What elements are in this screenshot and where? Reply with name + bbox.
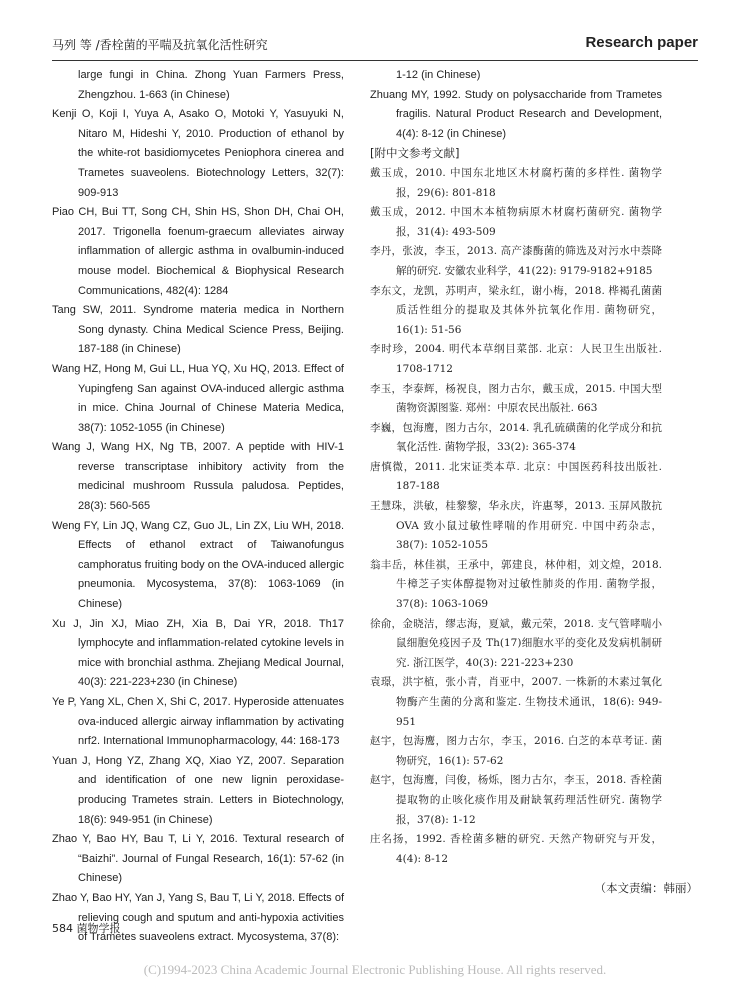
reference-entry: 李时珍，2004. 明代本草纲目菜部. 北京：人民卫生出版社. 1708-1712 <box>370 343 662 375</box>
reference-entry: 翁丰岳，林佳祺，王承中，郭建良，林仲相，刘文煌，2018. 牛樟芝子实体醇提物对过敏性肺炎的作用. 菌物学报，37(8): 1063-1069 <box>370 558 662 611</box>
reference-entry: Weng FY, Lin JQ, Wang CZ, Guo JL, Lin ZX, Liu WH, 2018. Effects of ethanol extract of Taiwanofungus camphoratus fruiting body on the OVA-induced allergic pneumonia. Mycosystema, 37(8): 1063-1069 (in Chinese) <box>52 519 344 611</box>
reference-entry: Ye P, Yang XL, Chen X, Shi C, 2017. Hyperoside attenuates ova-induced allergic airway inflammation by activating nrf2. International Immunopharmacology, 44: 168-173 <box>52 696 344 748</box>
reference-entry: Kenji O, Koji I, Yuya A, Asako O, Motoki Y, Yasuyuki N, Nitaro M, Hideshi Y, 2010. Production of ethanol by the white-rot basidiomycetes Peniophora cinerea and Trametes suaveolens. Biotechnology Letters, 32(7): 909-913 <box>52 108 344 199</box>
reference-entry: Zhao Y, Bao HY, Yan J, Yang S, Bau T, Li Y, 2018. Effects of relieving cough and sputum and anti-hypoxia activities of Trametes suaveolens extract. Mycosystema, 37(8): <box>52 891 344 944</box>
reference-entry: 赵宇，包海鹰，图力古尔，李玉，2016. 白芝的本草考证. 菌物研究，16(1): 57-62 <box>370 735 662 767</box>
reference-entry: 唐慎微，2011. 北宋证类本草. 北京：中国医药科技出版社. 187-188 <box>370 460 662 493</box>
chinese-references-heading: [附中文参考文献] <box>370 146 460 161</box>
reference-entry: Wang J, Wang HX, Ng TB, 2007. A peptide with HIV-1 reverse transcriptase inhibitory activity from the medicinal mushroom Russula paludosa. Peptides, 28(3): 560-565 <box>52 441 344 513</box>
english-references <box>370 66 662 144</box>
reference-entry: 庄名扬，1992. 香栓菌多糖的研究. 天然产物研究与开发，4(4): 8-12 <box>370 833 662 865</box>
editor-note: （本文责编：韩丽） <box>594 881 698 895</box>
reference-entry: Xu J, Jin XJ, Miao ZH, Xia B, Dai YR, 2018. Th17 lymphocyte and inflammation-related cytokine levels in mice with bronchial asthma. Zhejiang Medical Journal, 40(3): 221-223+230 (in Chinese) <box>52 617 344 689</box>
reference-entry: 李丹，张波，李玉，2013. 高产漆酶菌的筛选及对污水中萘降解的研究. 安徽农业科学，41(22): 9179-9182+9185 <box>370 245 662 277</box>
reference-entry: large fungi in China. Zhong Yuan Farmers Press, Zhengzhou. 1-663 (in Chinese) <box>78 69 344 101</box>
reference-entry: 袁璟，洪宇植，张小青，肖亚中，2007. 一株新的木素过氧化物酶产生菌的分离和鉴定. 生物技术通讯，18(6): 949-951 <box>370 676 662 728</box>
running-header <box>52 32 698 58</box>
reference-entry: Yuan J, Hong YZ, Zhang XQ, Xiao YZ, 2007. Separation and identification of one new lignin peroxidase-producing Trametes strain. Letters in Biotechnology, 18(6): 949-951 (in Chinese) <box>52 754 344 826</box>
header-authors-title: 马列 等 /香栓菌的平喘及抗氧化活性研究 <box>52 38 268 52</box>
reference-entry: 戴玉成，2012. 中国木本植物病原木材腐朽菌研究. 菌物学报，31(4): 493-509 <box>370 206 662 238</box>
left-column-references <box>52 66 344 948</box>
reference-entry: Wang HZ, Hong M, Gui LL, Hua YQ, Xu HQ, 2013. Effect of Yupingfeng San against OVA-induced allergic asthma in mice. China Journal of Chinese Materia Medica, 38(7): 1052-1055 (in Chinese) <box>52 362 344 434</box>
reference-entry: Zhuang MY, 1992. Study on polysaccharide from Trametes fragilis. Natural Product Research and Development, 4(4): 8-12 (in Chinese) <box>370 88 662 140</box>
header-article-type: Research paper <box>585 34 698 51</box>
header-rule <box>52 60 698 61</box>
reference-entry: Zhao Y, Bao HY, Bau T, Li Y, 2016. Textural research of “Baizhi”. Journal of Fungal Research, 16(1): 57-62 (in Chinese) <box>52 833 344 885</box>
reference-entry: 1-12 (in Chinese) <box>396 69 481 81</box>
reference-entry: 赵宇，包海鹰，闫俊，杨烁，图力古尔，李玉，2018. 香栓菌提取物的止咳化痰作用及耐缺氧药理活性研究. 菌物学报，37(8): 1-12 <box>370 774 662 826</box>
reference-entry: 徐俞，金晓洁，缪志海，夏斌，戴元荣，2018. 支气管哮喘小鼠细胞免疫因子及 Th(17)细胞水平的变化及发病机制研究. 浙江医学，40(3): 221-223+230 <box>370 617 662 669</box>
chinese-references <box>370 164 662 869</box>
reference-entry: Tang SW, 2011. Syndrome materia medica in Northern Song dynasty. China Medical Science Press, Beijing. 187-188 (in Chinese) <box>52 304 344 356</box>
reference-entry: Piao CH, Bui TT, Song CH, Shin HS, Shon DH, Chai OH, 2017. Trigonella foenum-graecum alleviates airway inflammation of allergic asthma in ovalbumin-induced mouse model. Biochemical & Biophysical Research Communications, 482(4): 1284 <box>52 206 344 297</box>
reference-entry: 李东文，龙凯，苏明声，梁永红，谢小梅，2018. 桦褐孔菌菌质活性组分的提取及其体外抗氧化作用. 菌物研究，16(1): 51-56 <box>370 284 662 336</box>
copyright-watermark: (C)1994-2023 China Academic Journal Electronic Publishing House. All rights reserved. <box>143 962 607 977</box>
reference-entry: 李玉，李泰辉，杨祝良，图力古尔，戴玉成，2015. 中国大型菌物资源图鉴. 郑州：中原农民出版社. 663 <box>370 382 662 415</box>
reference-entry: 戴玉成，2010. 中国东北地区木材腐朽菌的多样性. 菌物学报，29(6): 801-818 <box>370 166 662 199</box>
page-footer: 584 菌物学报 <box>52 922 121 935</box>
reference-entry: 王慧珠，洪敏，桂黎黎，华永庆，许惠琴，2013. 玉屏风散抗 OVA 致小鼠过敏性哮喘的作用研究. 中国中药杂志，38(7): 1052-1055 <box>370 500 662 552</box>
right-column-references <box>370 66 662 869</box>
reference-entry: 李巍，包海鹰，图力古尔，2014. 乳孔硫磺菌的化学成分和抗氧化活性. 菌物学报，33(2): 365-374 <box>370 421 662 454</box>
